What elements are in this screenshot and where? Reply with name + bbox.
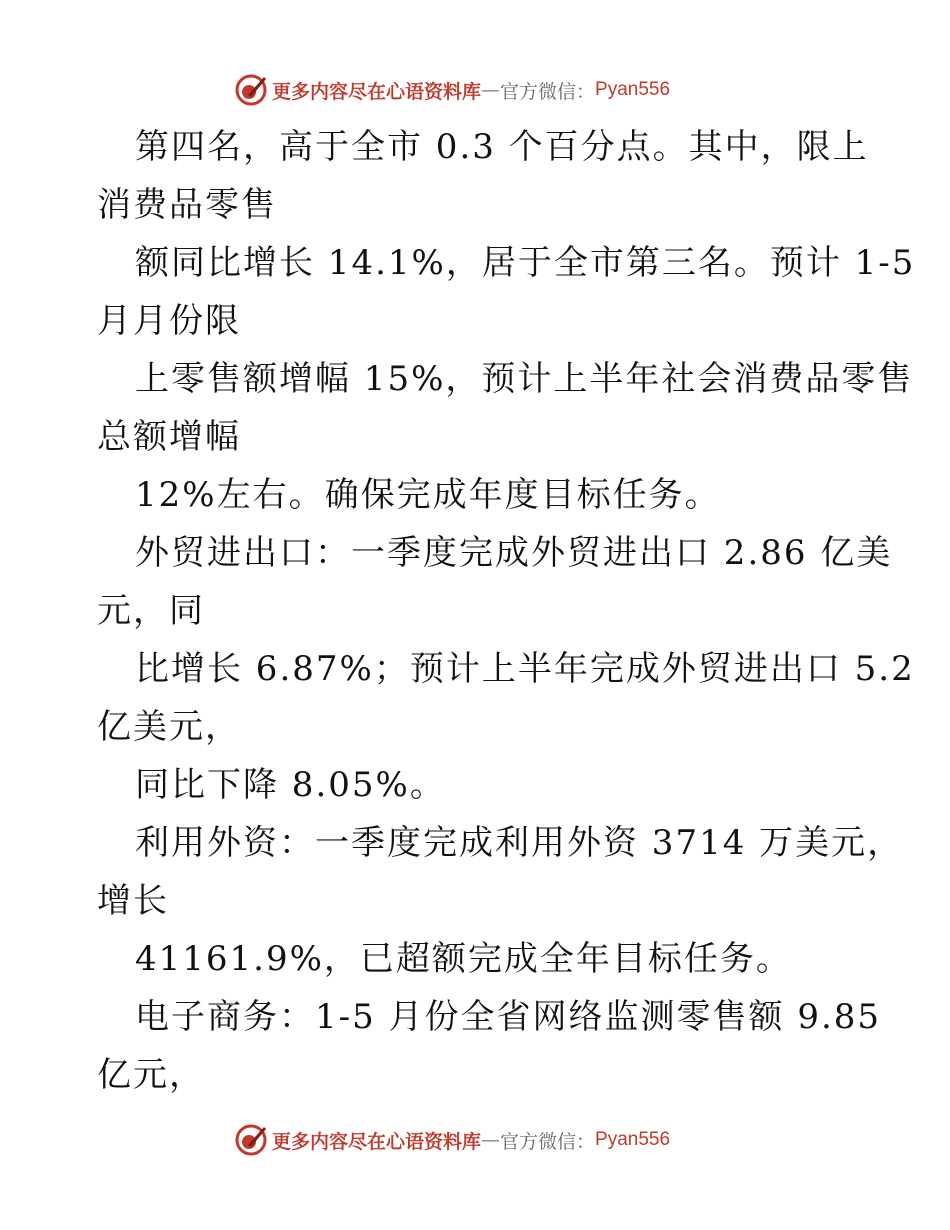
footer-banner: [234, 1120, 734, 1160]
body-line: 电子商务：1-5 月份全省网络监测零售额 9.85: [135, 997, 882, 1037]
body-line: 元，同: [97, 591, 205, 631]
header-separator: —: [481, 79, 501, 101]
body-line: 外贸进出口：一季度完成外贸进出口 2.86 亿美: [135, 533, 893, 573]
header-wechat-id: Pyan556: [595, 79, 671, 100]
body-line: 12%左右。确保完成年度目标任务。: [135, 475, 721, 515]
body-line: 增长: [97, 881, 169, 921]
footer-banner-text: 更多内容尽在心语资料库: [272, 1130, 482, 1153]
header-official-label: 官方微信：: [500, 80, 596, 103]
body-line: 第四名，高于全市 0.3 个百分点。其中，限上: [135, 127, 869, 167]
body-line: 消费品零售: [97, 185, 277, 225]
body-line: 亿元，: [97, 1055, 205, 1095]
body-line: 同比下降 8.05%。: [135, 765, 446, 805]
document-body: [97, 118, 916, 1104]
header-banner: [234, 70, 734, 110]
footer-official-label: 官方微信：: [500, 1130, 596, 1153]
pen-logo-icon: [234, 1123, 268, 1157]
footer-separator: —: [481, 1129, 501, 1151]
body-line: 总额增幅: [97, 417, 241, 457]
header-banner-text: 更多内容尽在心语资料库: [272, 80, 482, 103]
footer-wechat-id: Pyan556: [595, 1129, 671, 1150]
pen-logo-icon: [234, 73, 268, 107]
body-line: 上零售额增幅 15%，预计上半年社会消费品零售: [135, 359, 914, 399]
body-line: 比增长 6.87%；预计上半年完成外贸进出口 5.2: [135, 649, 915, 689]
body-line: 月月份限: [97, 301, 241, 341]
body-line: 亿美元，: [97, 707, 241, 747]
body-line: 利用外资：一季度完成利用外资 3714 万美元，: [135, 823, 904, 863]
body-line: 额同比增长 14.1%，居于全市第三名。预计 1-5: [135, 243, 916, 283]
body-line: 41161.9%，已超额完成全年目标任务。: [135, 939, 792, 979]
